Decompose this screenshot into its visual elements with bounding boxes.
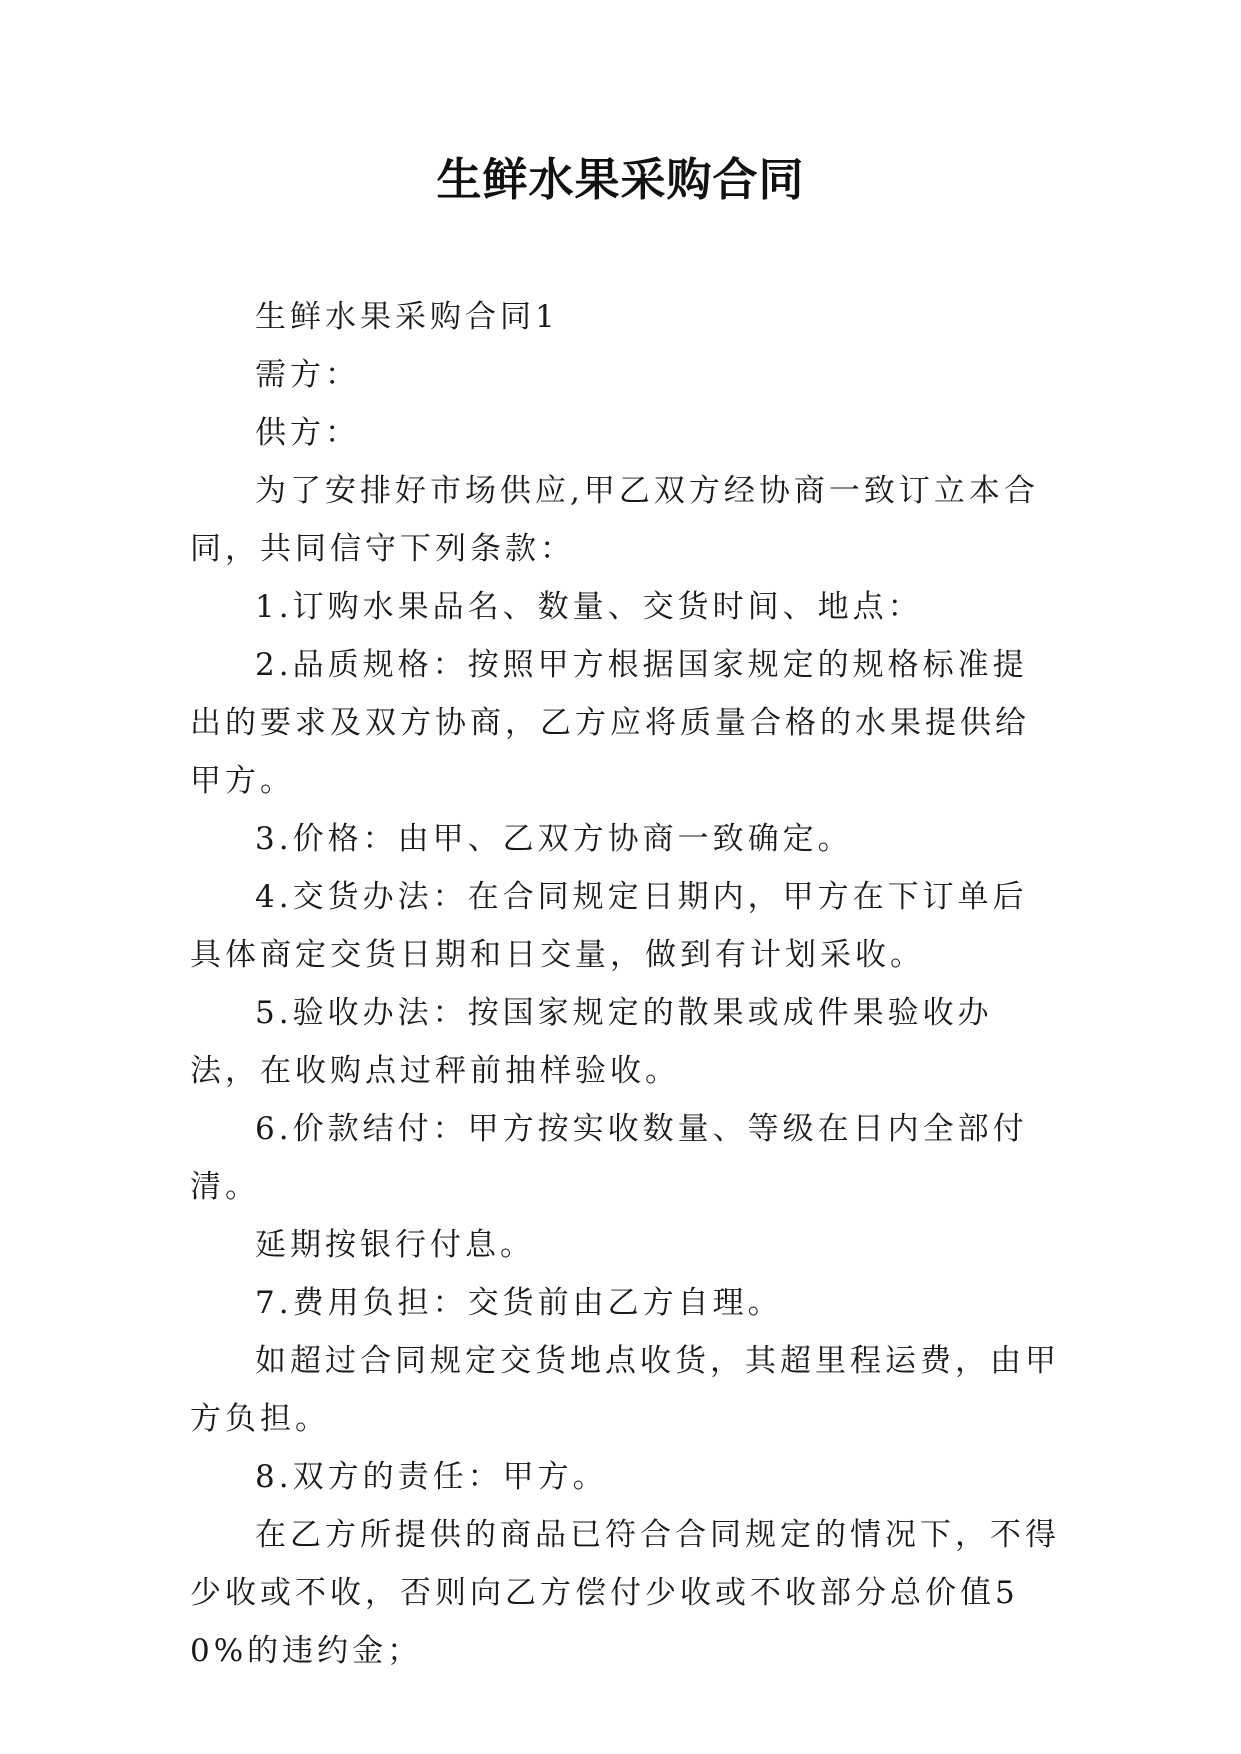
clause-3: 3.价格：由甲、乙双方协商一致确定。	[255, 821, 853, 857]
clause-2: 2.品质规格：按照甲方根据国家规定的规格标准提出的要求及双方协商，乙方应将质量合格的水果提供给甲方。	[190, 647, 1030, 799]
paragraph-demander: 需方：	[255, 357, 360, 393]
paragraph-supplier: 供方：	[255, 415, 360, 451]
clause-6-continued: 延期按银行付息。	[255, 1227, 535, 1263]
clause-7: 7.费用负担：交货前由乙方自理。	[255, 1285, 783, 1321]
paragraph-subtitle: 生鲜水果采购合同1	[255, 299, 559, 335]
clause-4: 4.交货办法：在合同规定日期内，甲方在下订单后具体商定交货日期和日交量，做到有计划采收。	[190, 879, 1028, 973]
document-body	[190, 288, 1060, 1680]
clause-7-continued: 如超过合同规定交货地点收货，其超里程运费，由甲方负担。	[190, 1343, 1060, 1437]
clause-5: 5.验收办法：按国家规定的散果或成件果验收办法，在收购点过秤前抽样验收。	[190, 995, 993, 1089]
clause-8: 8.双方的责任：甲方。	[255, 1459, 608, 1495]
clause-6: 6.价款结付：甲方按实收数量、等级在日内全部付清。	[190, 1111, 1028, 1205]
clause-1: 1.订购水果品名、数量、交货时间、地点：	[255, 589, 923, 625]
document-title: 生鲜水果采购合同	[436, 153, 805, 206]
paragraph-preamble: 为了安排好市场供应,甲乙双方经协商一致订立本合同，共同信守下列条款：	[190, 473, 1039, 567]
clause-8-continued: 在乙方所提供的商品已符合合同规定的情况下，不得少收或不收，否则向乙方偿付少收或不收部分总价值50%的违约金；	[190, 1517, 1060, 1669]
